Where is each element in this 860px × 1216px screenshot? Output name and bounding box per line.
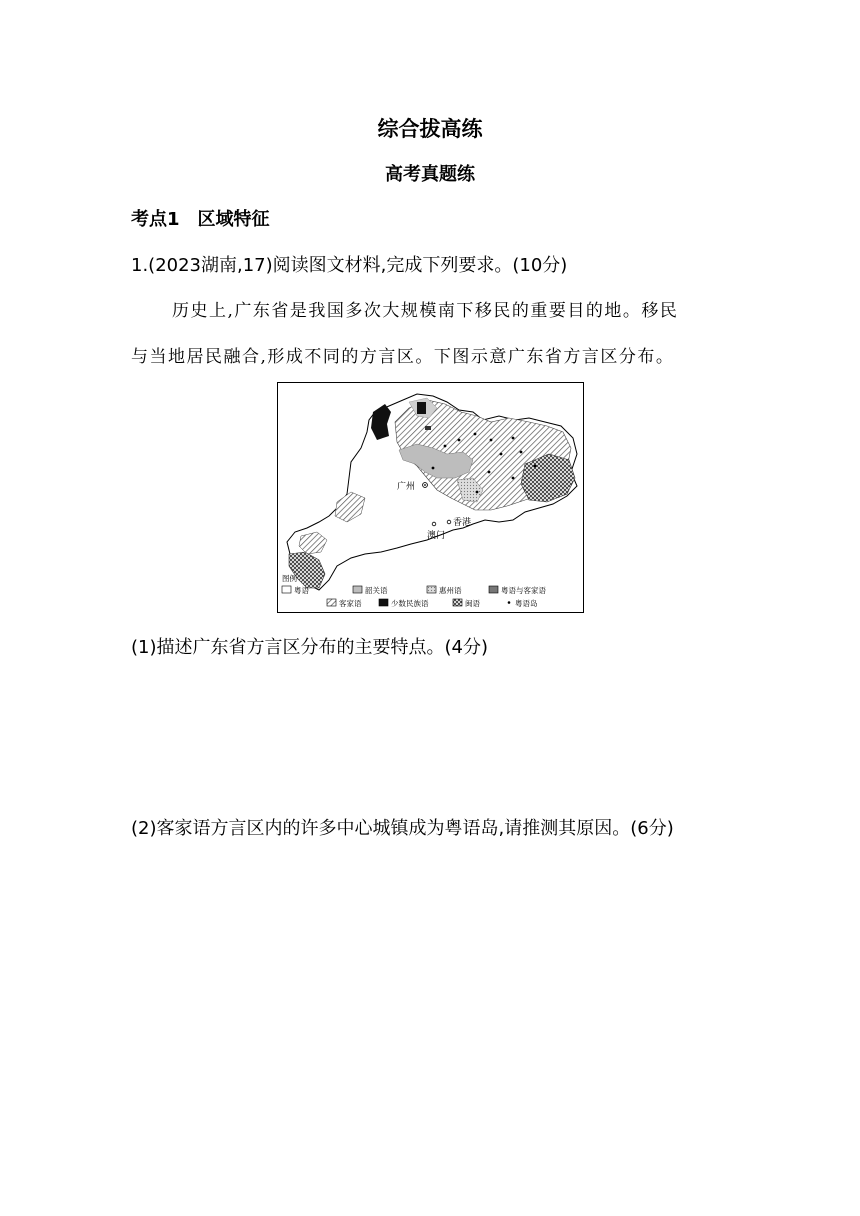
- legend-label-shaoguan: 韶关语: [365, 586, 388, 595]
- legend-label-cantonese-island: 粤语岛: [515, 599, 538, 608]
- page-subtitle: 高考真题练: [385, 164, 475, 185]
- guangzhou-label: 广州: [397, 482, 416, 492]
- legend-swatch-hakka: [327, 599, 336, 606]
- legend-swatch-min: [453, 599, 462, 606]
- hongkong-label: 香港: [453, 518, 472, 528]
- legend-label-huizhou: 惠州语: [439, 586, 462, 595]
- legend-label-hakka: 客家语: [339, 599, 362, 608]
- legend-label-min: 闽语: [465, 599, 480, 608]
- legend-label-cantonese-hakka: 粤语与客家语: [501, 586, 546, 595]
- dialect-map: [277, 382, 584, 613]
- legend-swatch-cantonese-island: [508, 601, 511, 604]
- legend-swatch-cantonese-hakka: [489, 586, 498, 593]
- macau-marker: [432, 522, 436, 526]
- sub-question-2: (2)客家语方言区内的许多中心城镇成为粤语岛,请推测其原因。(6分): [131, 818, 674, 839]
- legend-swatch-minority: [379, 599, 388, 606]
- legend-swatch-shaoguan: [353, 586, 362, 593]
- legend-swatch-huizhou: [427, 586, 436, 593]
- legend-title: 图例: [282, 574, 297, 583]
- sub-question-1: (1)描述广东省方言区分布的主要特点。(4分): [131, 637, 488, 658]
- legend-label-cantonese: 粤语: [294, 586, 309, 595]
- question-header: 1.(2023湖南,17)阅读图文材料,完成下列要求。(10分): [131, 255, 568, 276]
- macau-label: 澳门: [427, 531, 446, 541]
- minority-region-small: [425, 426, 431, 430]
- minority-region-north: [417, 402, 426, 414]
- legend-swatch-cantonese: [282, 586, 291, 593]
- material-paragraph-line-2: 与当地居民融合,形成不同的方言区。下图示意广东省方言区分布。: [131, 347, 675, 367]
- hongkong-marker: [447, 520, 451, 524]
- section-heading: 考点1 区域特征: [131, 209, 270, 230]
- material-paragraph-line-1: 历史上,广东省是我国多次大规模南下移民的重要目的地。移民: [172, 301, 679, 321]
- page-title: 综合拔高练: [377, 117, 483, 141]
- legend-label-minority: 少数民族语: [391, 599, 429, 608]
